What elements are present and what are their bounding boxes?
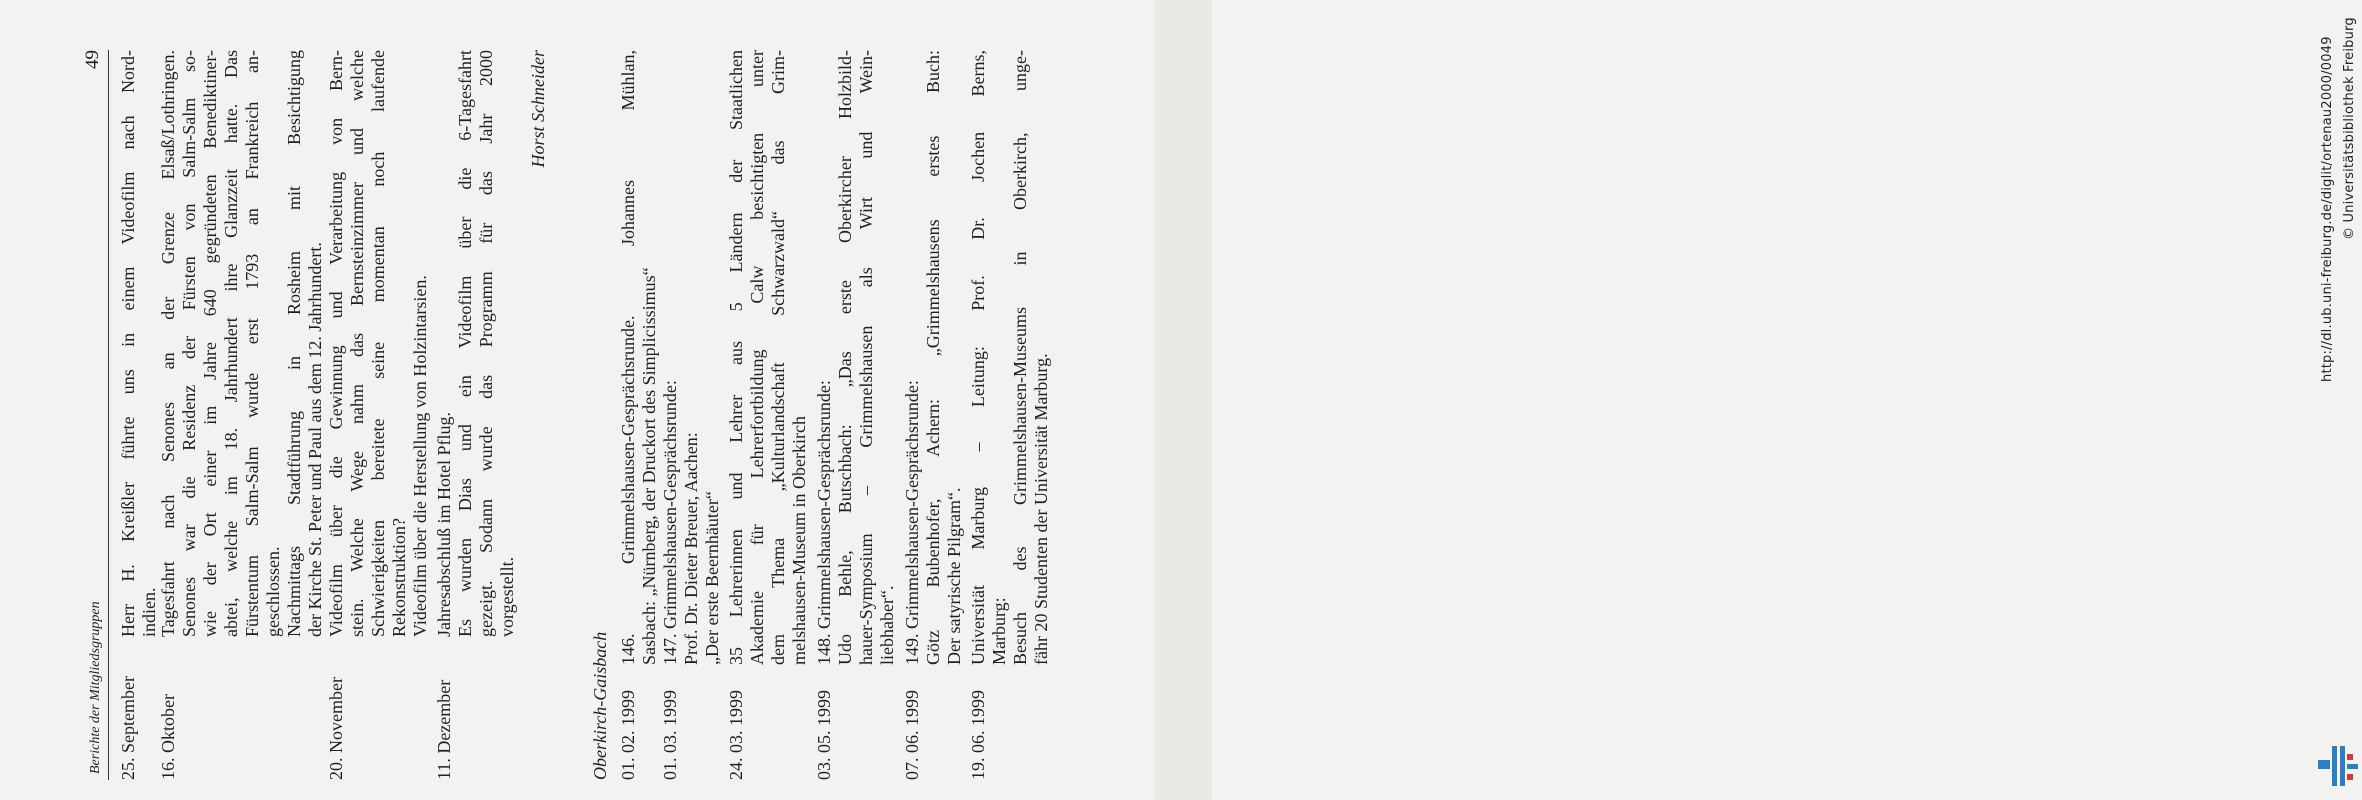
section-title: Oberkirch-Gaisbach <box>590 631 610 780</box>
text-line: Nachmittags Stadtführung in Rosheim mit Besichtigung <box>284 50 304 637</box>
logo-block-left <box>2318 760 2330 769</box>
entry-text <box>902 50 965 665</box>
text-line: 149. Grimmelshausen-Gesprächsrunde: <box>902 380 922 665</box>
logo-bar-right <box>2340 746 2345 786</box>
text-line: Videofilm über die Herstellung von Holzintarsien. <box>410 275 430 637</box>
entry-text <box>726 50 810 665</box>
text-line: Jahresabschluß im Hotel Pflug. <box>434 412 454 637</box>
university-library-logo <box>2318 746 2362 786</box>
text-line: hauer-Symposium – Grimmelshausen als Wirt und Wein- <box>856 50 876 665</box>
entry-date: 19. 06. 1999 <box>968 690 988 780</box>
text-line: Es wurden Dias und ein Videofilm über die 6-Tagesfahrt <box>455 50 475 637</box>
text-line: 146. Grimmelshausen-Gesprächsrunde. Johannes Mühlan, <box>618 50 638 665</box>
rotated-page <box>78 50 1153 780</box>
text-line: Akademie für Lehrerfortbildung Calw besichtigten unter <box>747 50 767 665</box>
text-line: 147. Grimmelshausen-Gesprächsrunde: <box>660 380 680 665</box>
entry-text <box>660 50 723 665</box>
text-line: dem Thema „Kulturlandschaft Schwarzwald“ das Grim- <box>768 50 788 665</box>
entry-date: 16. Oktober <box>158 694 178 780</box>
text-line: 35 Lehrerinnen und Lehrer aus 5 Ländern der Staatlichen <box>726 50 746 665</box>
text-line: Senones war die Residenz der Fürsten von Salm-Salm so- <box>179 50 199 637</box>
entry-date: 11. Dezember <box>434 679 454 780</box>
text-line: indien. <box>139 587 159 637</box>
entry-date: 01. 03. 1999 <box>660 690 680 780</box>
page-header <box>78 50 109 780</box>
text-line: melshausen-Museum in Oberkirch <box>789 416 809 665</box>
text-line: Marburg: <box>989 597 1009 665</box>
text-line: abtei, welche im 18. Jahrhundert ihre Glanzzeit hatte. Das <box>221 50 241 637</box>
logo-bar-left <box>2332 746 2337 786</box>
text-line: Tagesfahrt nach Senones an der Grenze Elsaß/Lothringen. <box>158 50 178 637</box>
text-line: Götz Bubenhofer, Achern: „Grimmelshausens erstes Buch: <box>923 50 943 665</box>
entry-date: 03. 05. 1999 <box>814 690 834 780</box>
entry-text <box>968 50 1052 665</box>
text-line: fähr 20 Studenten der Universität Marburg. <box>1031 353 1051 665</box>
text-line: geschlossen. <box>263 546 283 637</box>
permalink-url[interactable]: http://dl.ub.uni-freiburg.de/diglit/ortenau2000/0049 <box>2320 36 2335 382</box>
text-line: liebhaber“. <box>877 585 897 665</box>
copyright-notice: © Universitätsbibliothek Freiburg <box>2342 17 2357 240</box>
text-line: Udo Behle, Butschbach: „Das erste Oberkircher Holzbild- <box>835 50 855 665</box>
logo-block-right <box>2347 764 2358 769</box>
entry-text <box>326 50 431 637</box>
logo-square-bottom <box>2347 774 2353 780</box>
entry-text <box>118 50 160 637</box>
text-line: Videofilm über die Gewinnung und Verarbeitung von Bern- <box>326 50 346 637</box>
entry-text <box>814 50 898 665</box>
text-line: wie der Ort einer im Jahre 640 gegründeten Benediktiner- <box>200 50 220 637</box>
text-line: „Der erste Beernhäuter“ <box>702 491 722 665</box>
running-head: Berichte der Mitgliedsgruppen <box>88 601 103 774</box>
entry-text <box>618 50 660 665</box>
text-line: vorgestellt. <box>497 556 517 637</box>
entry-text <box>434 50 518 637</box>
text-line: Der satyrische Pilgram“. <box>944 487 964 665</box>
text-line: Besuch des Grimmelshausen-Museums in Oberkirch, unge- <box>1010 50 1030 665</box>
text-line: der Kirche St. Peter und Paul aus dem 12. Jahrhundert. <box>305 242 325 637</box>
entry-date: 01. 02. 1999 <box>618 690 638 780</box>
author-signature: Horst Schneider <box>528 50 548 168</box>
logo-square-top <box>2347 754 2353 760</box>
text-line: Rekonstruktion? <box>389 518 409 637</box>
entry-date: 24. 03. 1999 <box>726 690 746 780</box>
text-line: Universität Marburg – Leitung: Prof. Dr. Jochen Berns, <box>968 50 988 665</box>
text-line: Sasbach: „Nürnberg, der Druckort des Simplicissimus“ <box>639 267 659 665</box>
text-line: Schwierigkeiten bereitete seine momentan noch laufende <box>368 50 388 637</box>
text-line: gezeigt. Sodann wurde das Programm für das Jahr 2000 <box>476 50 496 637</box>
text-line: Herr H. Kreißler führte uns in einem Videofilm nach Nord- <box>118 50 138 637</box>
entry-date: 20. November <box>326 677 346 780</box>
entry-text <box>158 50 326 637</box>
page-number: 49 <box>82 50 103 69</box>
viewer-sidebar <box>1155 0 2357 800</box>
text-line: Prof. Dr. Dieter Breuer, Aachen: <box>681 432 701 665</box>
entry-date: 07. 06. 1999 <box>902 690 922 780</box>
text-line: stein. Welche Wege nahm das Bernsteinzimmer und welche <box>347 50 367 637</box>
text-line: 148. Grimmelshausen-Gesprächsrunde: <box>814 380 834 665</box>
text-line: Fürstentum Salm-Salm wurde erst 1793 an Frankreich an- <box>242 50 262 637</box>
entry-date: 25. September <box>118 676 138 780</box>
